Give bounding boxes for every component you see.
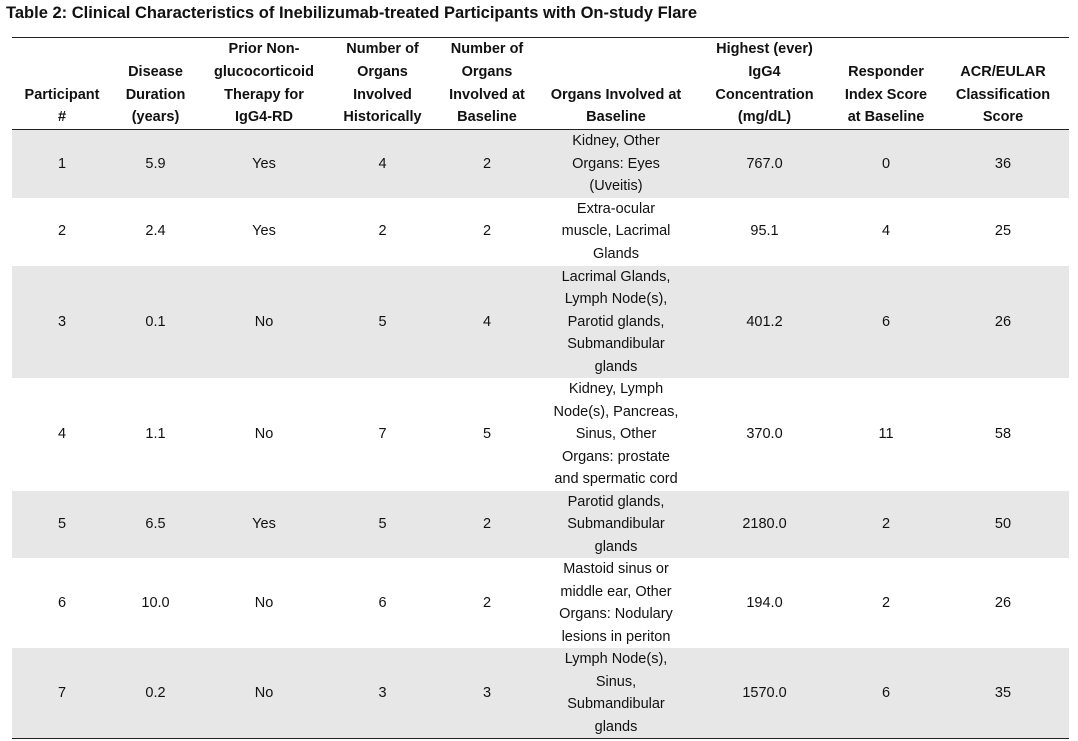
table-row <box>12 198 1069 266</box>
cell-disease-duration: 10.0 <box>141 594 170 611</box>
table-row <box>12 378 1069 491</box>
cell-acr-eular: 26 <box>994 594 1012 611</box>
cell-organs-historically: 6 <box>378 594 387 611</box>
table-row <box>12 266 1069 379</box>
cell-igg4: 2180.0 <box>694 491 835 559</box>
cell-disease-duration: 6.5 <box>112 491 199 559</box>
table-title: Table 2: Clinical Characteristics of Inebilizumab-treated Participants with On-study Flare <box>6 4 698 22</box>
cell-disease-duration: 0.1 <box>112 266 199 379</box>
cell-igg4: 95.1 <box>750 223 779 240</box>
cell-organs-involved: Kidney, Lymph Node(s), Pancreas, Sinus, Other Organs: prostate and spermatic cord <box>553 381 679 487</box>
cell-igg4: 767.0 <box>694 130 835 198</box>
header-organs-involved: Organs Involved at Baseline <box>538 38 694 130</box>
cell-organs-historically: 5 <box>329 266 436 379</box>
cell-organs-involved: Lacrimal Glands, Lymph Node(s), Parotid glands, Submandibular glands <box>538 266 694 379</box>
header-disease-duration: Disease Duration (years) <box>112 38 199 130</box>
cell-prior-therapy: Yes <box>199 130 329 198</box>
header-organs-baseline-count: Number of Organs Involved at Baseline <box>436 38 538 130</box>
cell-participant: 7 <box>12 648 112 739</box>
cell-disease-duration: 1.1 <box>145 426 166 442</box>
table-row <box>12 130 1069 198</box>
cell-organs-historically: 2 <box>378 223 387 240</box>
cell-organs-baseline-count: 2 <box>482 223 492 240</box>
cell-organs-historically: 3 <box>329 648 436 739</box>
cell-participant: 2 <box>57 223 67 240</box>
header-responder-index: Responder Index Score at Baseline <box>835 38 937 130</box>
cell-organs-baseline-count: 4 <box>436 266 538 379</box>
cell-disease-duration: 2.4 <box>145 223 166 240</box>
cell-organs-involved: Lymph Node(s), Sinus, Submandibular glands <box>538 648 694 739</box>
cell-acr-eular: 35 <box>937 648 1069 739</box>
cell-responder-index: 11 <box>878 426 894 442</box>
cell-prior-therapy: No <box>199 648 329 739</box>
cell-disease-duration: 0.2 <box>112 648 199 739</box>
table-row <box>12 491 1069 559</box>
cell-organs-involved: Mastoid sinus or middle ear, Other Organs: Nodulary lesions in periton <box>559 561 673 645</box>
cell-participant: 6 <box>57 594 67 611</box>
cell-igg4: 1570.0 <box>694 648 835 739</box>
cell-organs-historically: 7 <box>378 426 387 442</box>
header-igg4-concentration: Highest (ever) IgG4 Concentration (mg/dL) <box>694 38 835 130</box>
cell-organs-baseline-count: 5 <box>482 426 492 442</box>
cell-organs-historically: 4 <box>329 130 436 198</box>
cell-organs-baseline-count: 2 <box>436 491 538 559</box>
cell-acr-eular: 26 <box>937 266 1069 379</box>
clinical-characteristics-table <box>12 37 1069 739</box>
cell-acr-eular: 36 <box>937 130 1069 198</box>
cell-organs-baseline-count: 3 <box>436 648 538 739</box>
cell-prior-therapy: No <box>254 594 274 611</box>
cell-organs-involved: Kidney, Other Organs: Eyes (Uveitis) <box>538 130 694 198</box>
cell-disease-duration: 5.9 <box>112 130 199 198</box>
cell-responder-index: 6 <box>835 266 937 379</box>
cell-participant: 4 <box>57 426 67 442</box>
header-acr-eular: ACR/EULAR Classification Score <box>937 38 1069 130</box>
cell-responder-index: 2 <box>835 491 937 559</box>
table-row <box>12 648 1069 739</box>
cell-prior-therapy: No <box>254 426 274 442</box>
cell-igg4: 401.2 <box>694 266 835 379</box>
table-row <box>12 558 1069 648</box>
cell-acr-eular: 58 <box>994 426 1012 442</box>
cell-igg4: 370.0 <box>746 426 783 442</box>
cell-responder-index: 0 <box>835 130 937 198</box>
cell-participant: 3 <box>12 266 112 379</box>
header-row <box>12 38 1069 130</box>
cell-organs-baseline-count: 2 <box>482 594 492 611</box>
cell-acr-eular: 50 <box>937 491 1069 559</box>
cell-participant: 5 <box>12 491 112 559</box>
cell-prior-therapy: Yes <box>199 491 329 559</box>
cell-responder-index: 4 <box>881 223 891 240</box>
cell-organs-baseline-count: 2 <box>436 130 538 198</box>
cell-organs-involved: Parotid glands, Submandibular glands <box>538 491 694 559</box>
cell-igg4: 194.0 <box>746 594 783 611</box>
cell-organs-involved: Extra-ocular muscle, Lacrimal Glands <box>561 200 671 262</box>
cell-participant: 1 <box>12 130 112 198</box>
cell-acr-eular: 25 <box>994 223 1012 240</box>
cell-organs-historically: 5 <box>329 491 436 559</box>
header-organs-historically: Number of Organs Involved Historically <box>329 38 436 130</box>
header-prior-therapy: Prior Non- glucocorticoid Therapy for IgG4-RD <box>199 38 329 130</box>
header-participant: Participant # <box>12 38 112 130</box>
cell-prior-therapy: No <box>199 266 329 379</box>
cell-responder-index: 6 <box>835 648 937 739</box>
cell-prior-therapy: Yes <box>252 223 276 240</box>
cell-responder-index: 2 <box>881 594 891 611</box>
